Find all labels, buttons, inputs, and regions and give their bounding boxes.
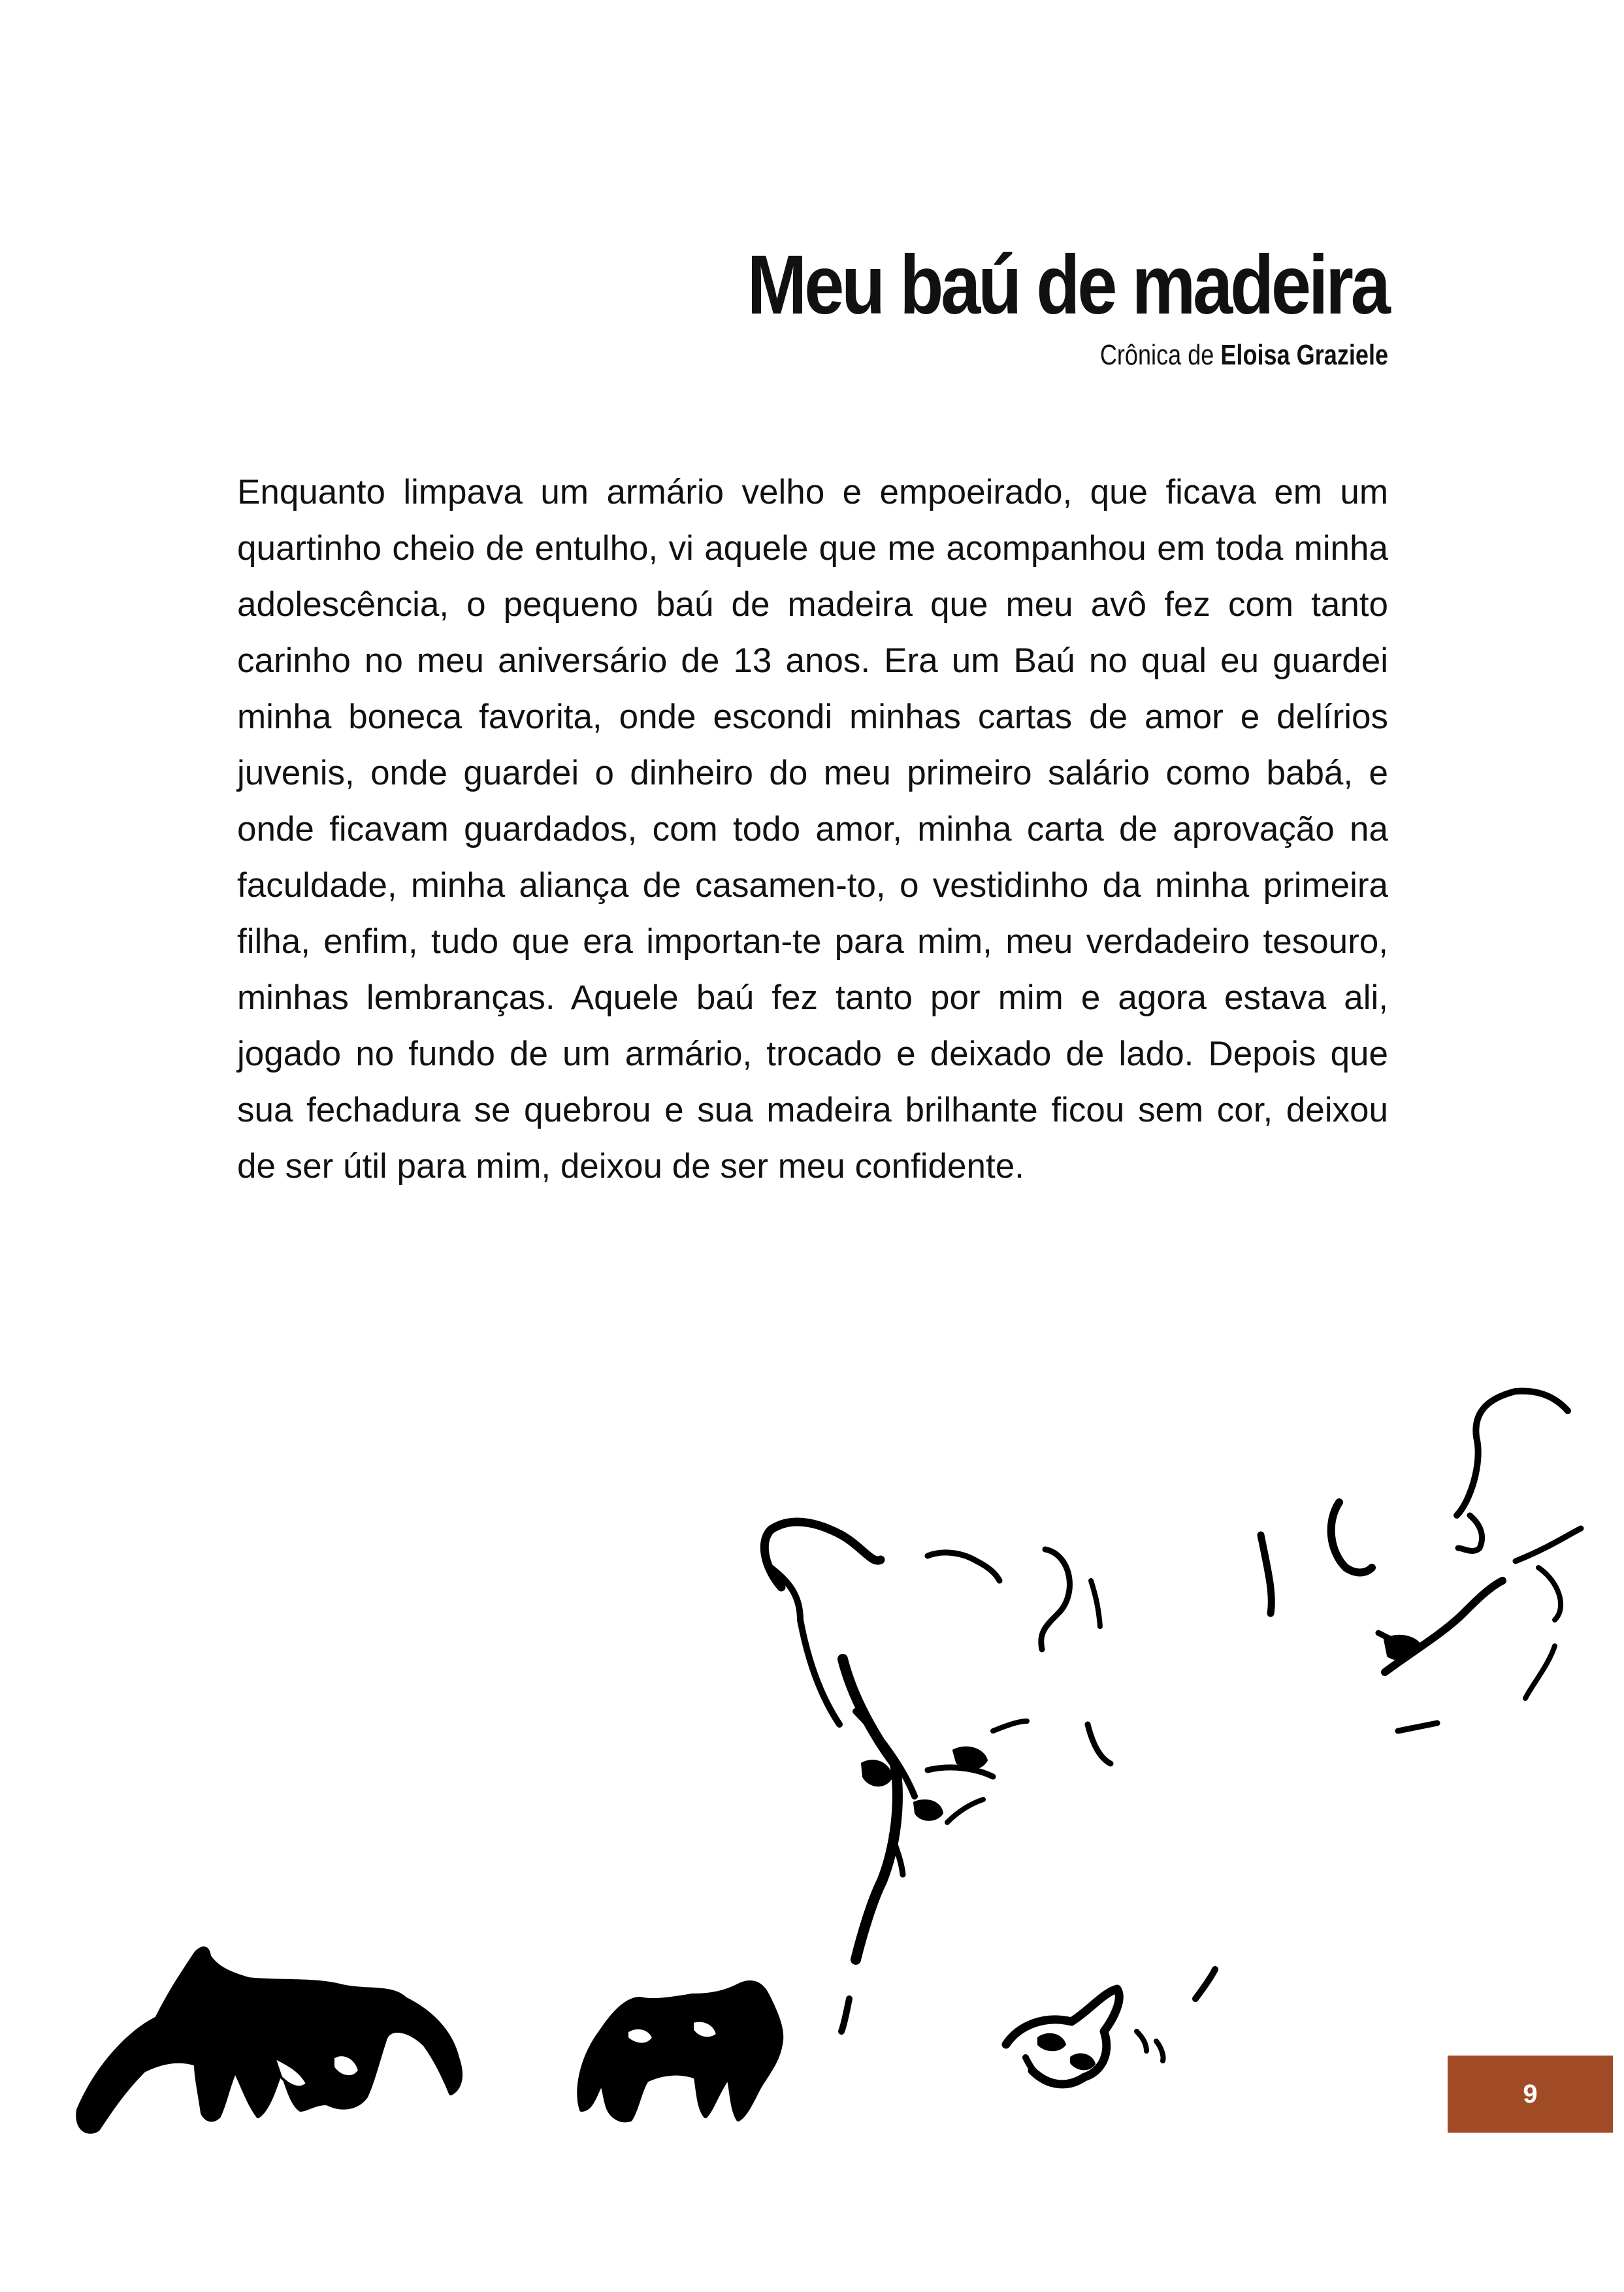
byline [1100, 336, 1388, 375]
chronicle-body: Enquanto limpava um armário velho e empoeirado, que ficava em um quartinho cheio de entulho, vi aquele que me acompanhou em toda minha adolescência, o pequeno baú de madeira que meu avô fez com tanto carinho no meu aniversário de 13 anos. Era um Baú no qual eu guardei minha boneca favorita, onde escondi minhas cartas de amor e delírios juvenis, onde guardei o dinheiro do meu primeiro salário como babá, e onde ficavam guardados, com todo amor, minha carta de aprovação na faculdade, minha aliança de casamen-to, o vestidinho da minha primeira filha, enfim, tudo que era importan-te para mim, meu verdadeiro tesouro, minhas lembranças. Aquele baú fez tanto por mim e agora estava ali, jogado no fundo de um armário, trocado e deixado de lado. Depois que sua fechadura se quebrou e sua madeira brilhante ficou sem cor, deixou de ser útil para mim, deixou de ser meu confidente. [237, 473, 1388, 1186]
byline-prefix: Crônica de [1099, 339, 1214, 371]
chronicle-title: Meu baú de madeira [747, 238, 1388, 332]
byline-author: Eloisa Graziele [1220, 339, 1388, 371]
page-number-badge [1448, 2056, 1613, 2133]
page-number: 9 [1523, 2079, 1538, 2108]
rock-art-illustration [0, 1359, 1624, 2292]
